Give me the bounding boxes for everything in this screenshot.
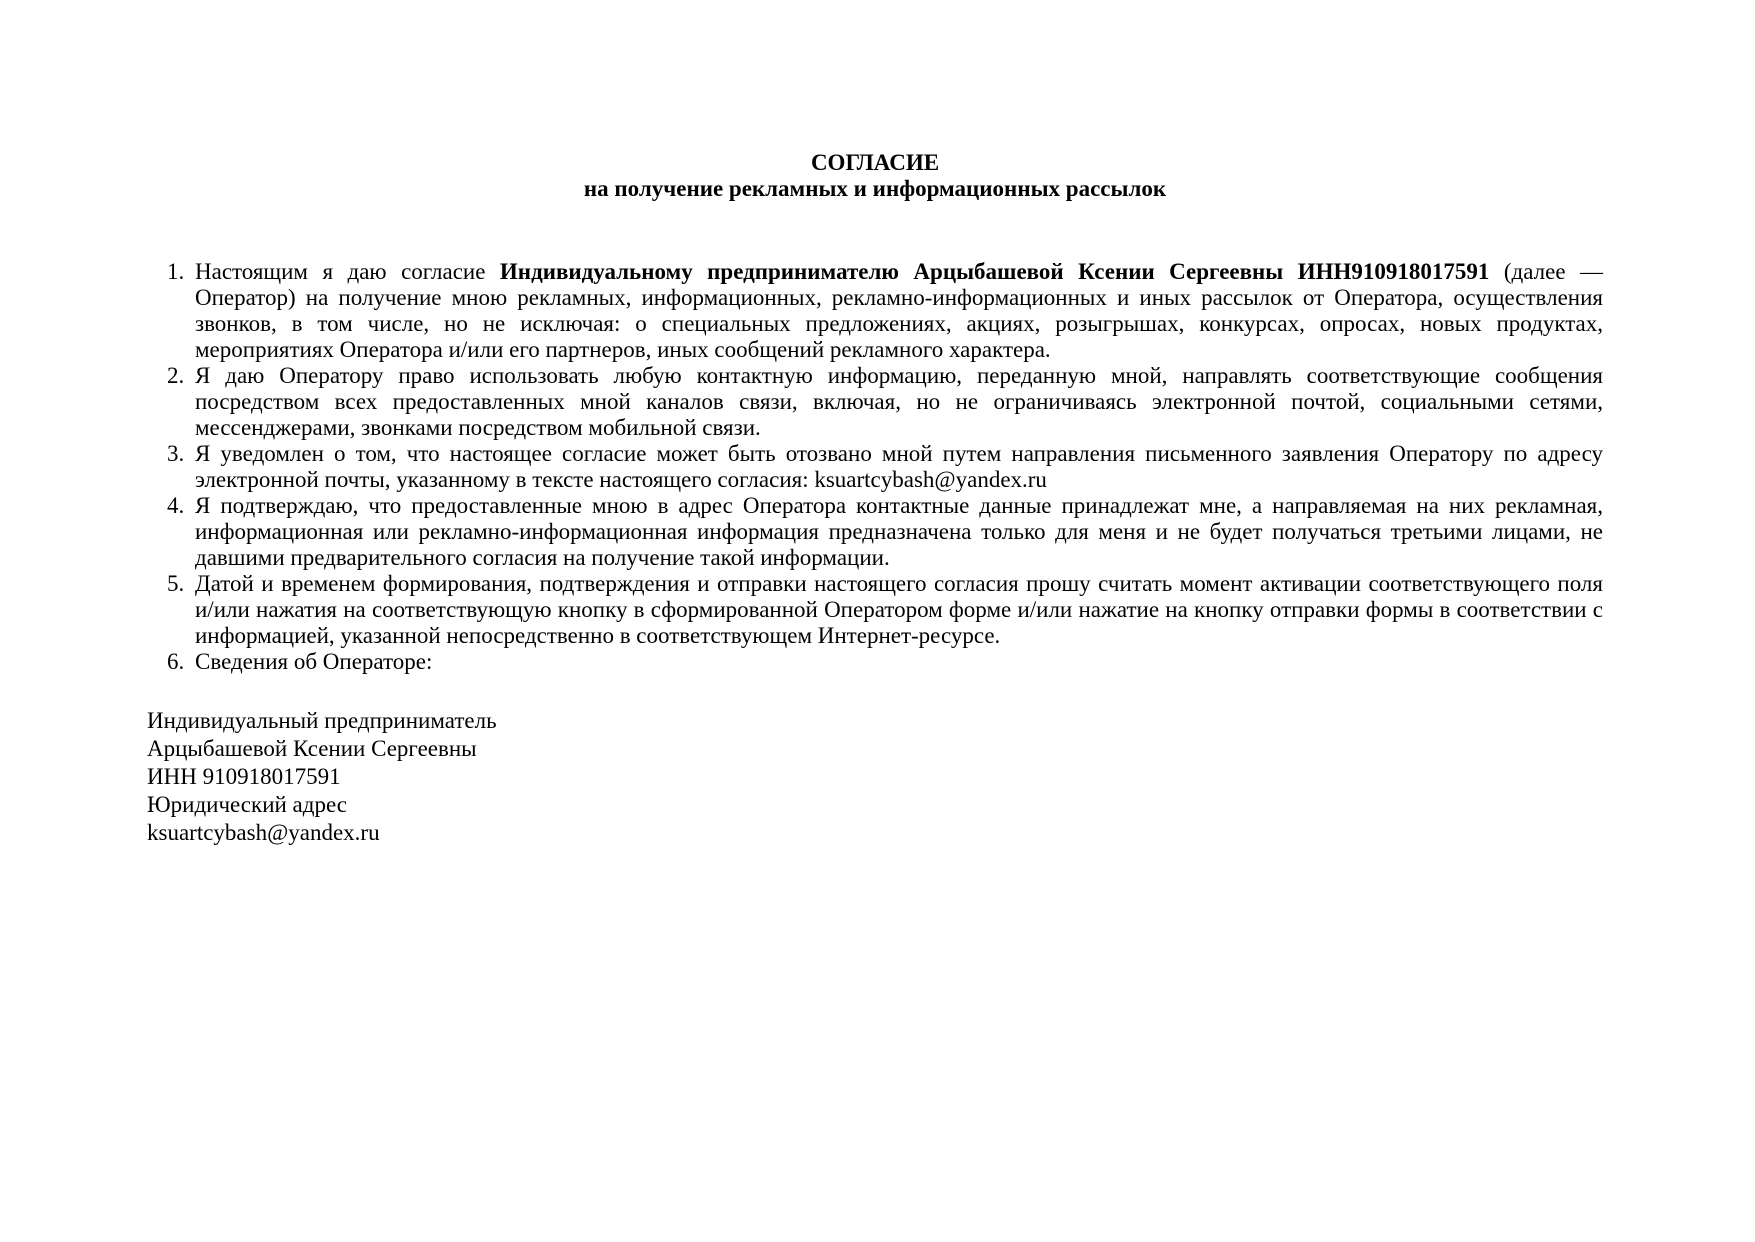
list-item-1-text-prefix: Настоящим я даю согласие (195, 259, 500, 284)
list-item-3-number: 3. (167, 441, 185, 466)
list-item-5-number: 5. (167, 571, 185, 596)
document-title (147, 150, 1603, 202)
list-item-6-number: 6. (167, 649, 185, 674)
operator-name-bold: Индивидуальному предпринимателю Арцыбашевой Ксении Сергеевны ИНН910918017591 (499, 259, 1490, 284)
consent-document (147, 150, 1603, 847)
list-item-3-text: Я уведомлен о том, что настоящее согласие может быть отозвано мной путем направления письменного заявления Оператору по адресу электронной почты, указанному в тексте настоящего согласия: ksuartcybash@yandex.ru (195, 441, 1603, 492)
list-item-5 (167, 571, 1603, 649)
list-item-6-text: Сведения об Операторе: (195, 649, 433, 674)
list-item-4-number: 4. (167, 493, 185, 518)
list-item-6 (167, 649, 1603, 675)
list-item-4 (167, 493, 1603, 571)
list-item-1 (167, 259, 1603, 363)
list-item-3 (167, 441, 1603, 493)
operator-details-block (147, 707, 1603, 847)
operator-inn-line: ИНН 910918017591 (147, 764, 341, 789)
list-item-2-number: 2. (167, 363, 185, 388)
title-line-1: СОГЛАСИЕ (810, 150, 940, 175)
title-line-2: на получение рекламных и информационных рассылок (583, 176, 1167, 201)
operator-type-line: Индивидуальный предприниматель (147, 708, 497, 733)
list-item-1-text-suffix: (далее — Оператор) на получение мною рекламных, информационных, рекламно-информационных и иных рассылок от Оператора, осуществления звонков, в том числе, но не исключая: о специальных предложениях, акциях, розыгрышах, конкурсах, опросах, новых продуктах, мероприятиях Оператора и/или его партнеров, иных сообщений рекламного характера. (195, 259, 1603, 362)
list-item-5-text: Датой и временем формирования, подтверждения и отправки настоящего согласия прошу считать момент активации соответствующего поля и/или нажатия на соответствующую кнопку в сформированной Оператором форме и/или нажатие на кнопку отправки формы в соответствии с информацией, указанной непосредственно в соответствующем Интернет-ресурсе. (195, 571, 1603, 648)
list-item-2-text: Я даю Оператору право использовать любую контактную информацию, переданную мной, направлять соответствующие сообщения посредством всех предоставленных мной каналов связи, включая, но не ограничиваясь электронной почтой, социальными сетями, мессенджерами, звонками посредством мобильной связи. (195, 363, 1603, 440)
list-item-1-number: 1. (167, 259, 185, 284)
consent-list (147, 259, 1603, 675)
operator-email-line: ksuartcybash@yandex.ru (147, 820, 380, 845)
list-item-4-text: Я подтверждаю, что предоставленные мною в адрес Оператора контактные данные принадлежат мне, а направляемая на них рекламная, информационная или рекламно-информационная информация предназначена только для меня и не будет получаться третьими лицами, не давшими предварительного согласия на получение такой информации. (195, 493, 1603, 570)
operator-name-line: Арцыбашевой Ксении Сергеевны (147, 736, 477, 761)
list-item-2 (167, 363, 1603, 441)
operator-address-label-line: Юридический адрес (147, 792, 347, 817)
